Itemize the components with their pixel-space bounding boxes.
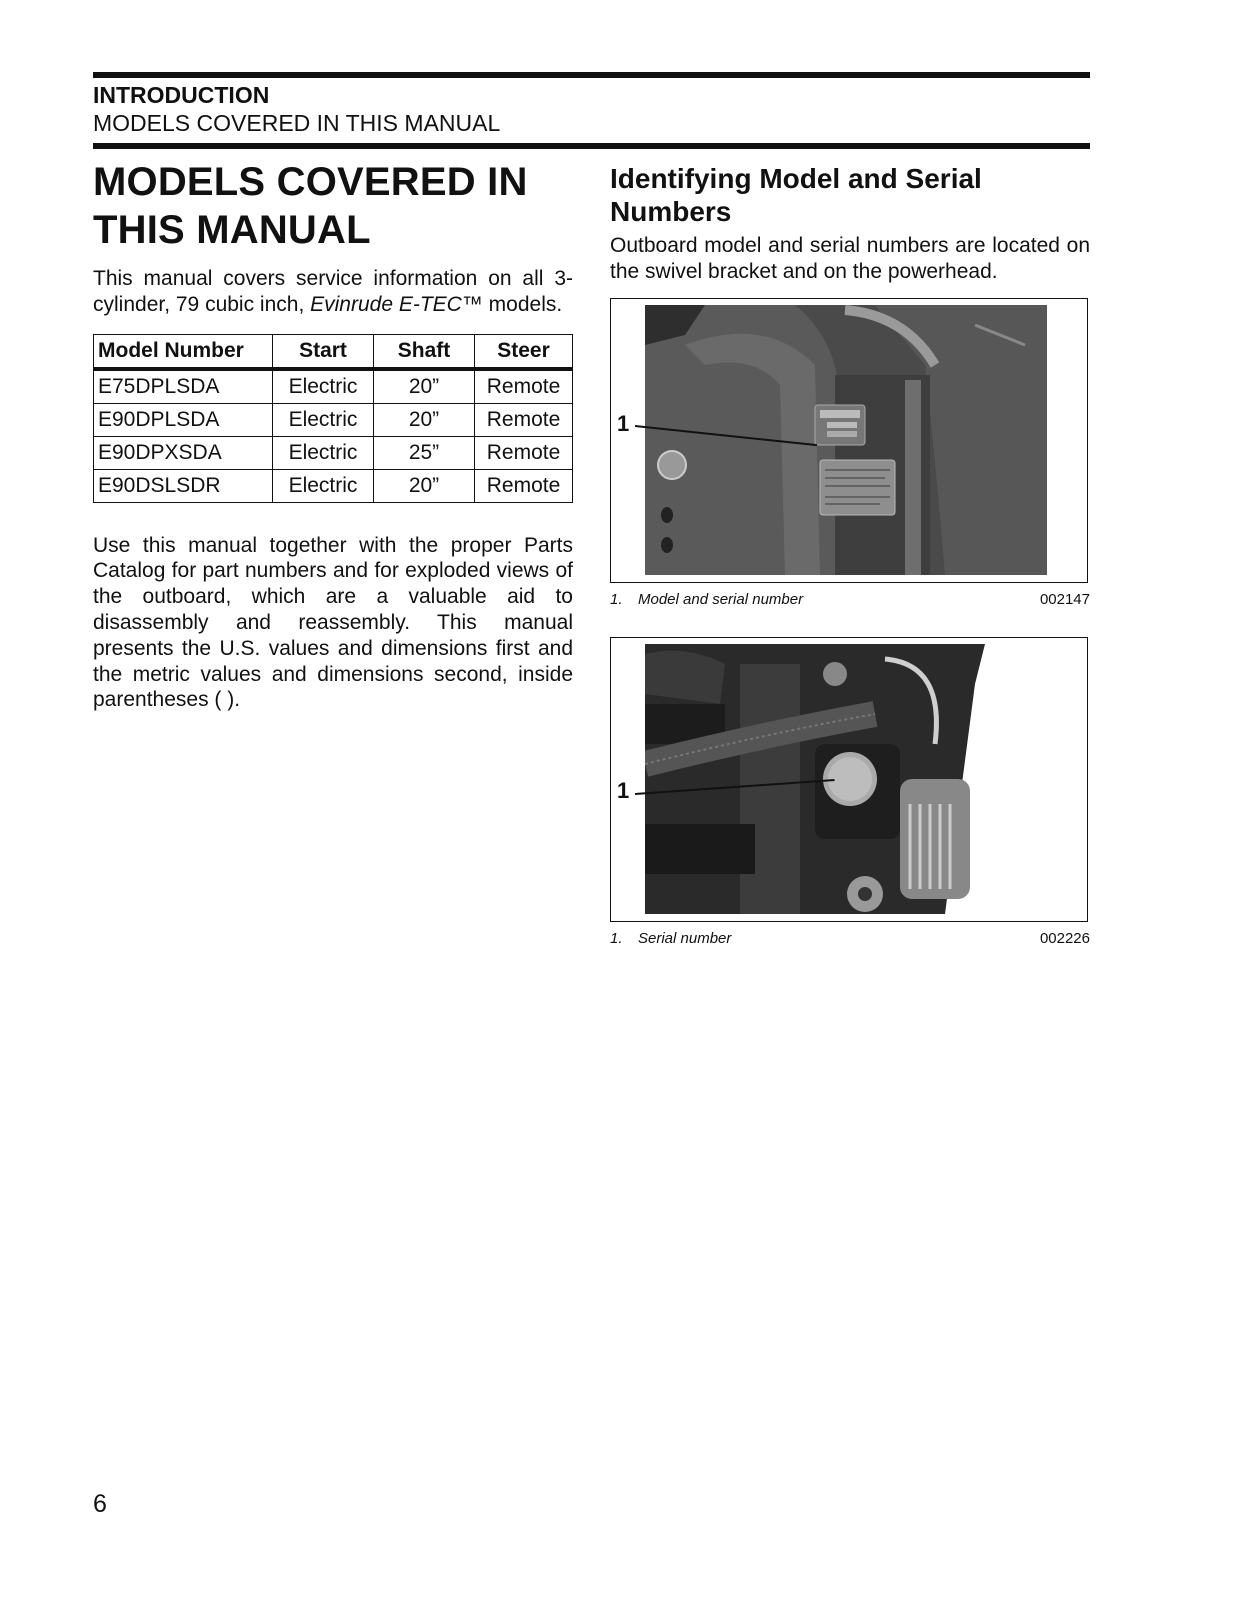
table-row bbox=[94, 403, 573, 436]
cell-start: Electric bbox=[273, 469, 374, 502]
figure-number: 002147 bbox=[1039, 590, 1090, 608]
header-rule-bottom bbox=[93, 143, 1090, 149]
photo-powerhead bbox=[645, 644, 1047, 914]
caption-label: Model and serial number bbox=[638, 590, 804, 608]
cell-shaft: 20” bbox=[374, 369, 475, 404]
header-subsection-title: MODELS COVERED IN THIS MANUAL bbox=[93, 110, 501, 136]
figure-caption bbox=[610, 591, 1090, 609]
column-header-model-number: Model Number bbox=[94, 334, 273, 369]
callout-number: 1 bbox=[617, 410, 630, 436]
caption-label: Serial number bbox=[638, 929, 732, 947]
intro-text: This manual covers service information on all 3-cylinder, 79 cubic inch, bbox=[93, 267, 573, 316]
brand-name: Evinrude E-TEC™ bbox=[310, 292, 483, 316]
intro-paragraph bbox=[93, 266, 573, 318]
cell-steer: Remote bbox=[475, 469, 573, 502]
identify-paragraph: Outboard model and serial numbers are located on the swivel bracket and on the powerhead. bbox=[610, 234, 1090, 283]
cell-start: Electric bbox=[273, 403, 374, 436]
cell-start: Electric bbox=[273, 436, 374, 469]
caption-index: 1. bbox=[610, 590, 623, 608]
figure-caption bbox=[610, 930, 1090, 948]
figure-number: 002226 bbox=[1039, 929, 1090, 947]
table-row bbox=[94, 369, 573, 404]
figure-model-serial bbox=[610, 298, 1088, 583]
caption-index: 1. bbox=[610, 929, 623, 947]
cell-steer: Remote bbox=[475, 369, 573, 404]
section-heading: Identifying Model and Serial Numbers bbox=[610, 163, 982, 227]
column-header-steer: Steer bbox=[475, 334, 573, 369]
photo-swivel-bracket bbox=[645, 305, 1047, 575]
cell-model-number: E90DSLSDR bbox=[94, 469, 273, 502]
right-column bbox=[610, 162, 1090, 948]
table-row bbox=[94, 436, 573, 469]
intro-text-end: models. bbox=[482, 292, 563, 316]
caption-text bbox=[610, 930, 731, 948]
left-column bbox=[93, 158, 573, 713]
cell-shaft: 20” bbox=[374, 403, 475, 436]
callout-number: 1 bbox=[617, 777, 630, 803]
cell-model-number: E90DPLSDA bbox=[94, 403, 273, 436]
models-table bbox=[93, 334, 573, 503]
table-header-row bbox=[94, 334, 573, 369]
page-number: 6 bbox=[93, 1490, 107, 1518]
header-rule-top bbox=[93, 72, 1090, 78]
page-title: MODELS COVERED IN THIS MANUAL bbox=[93, 160, 528, 252]
caption-text bbox=[610, 591, 803, 609]
usage-paragraph: Use this manual together with the proper Parts Catalog for part numbers and for exploded views of the outboard, which are a valuable aid to disassembly and reassembly. This manual presents the U.S. values and dimensions first and the metric values and dimensions second, inside parentheses ( ). bbox=[93, 533, 573, 712]
cell-shaft: 20” bbox=[374, 469, 475, 502]
cell-model-number: E75DPLSDA bbox=[94, 369, 273, 404]
figure-serial-number bbox=[610, 637, 1088, 922]
cell-model-number: E90DPXSDA bbox=[94, 436, 273, 469]
column-header-start: Start bbox=[273, 334, 374, 369]
header-section-title: INTRODUCTION bbox=[93, 82, 270, 108]
table-row bbox=[94, 469, 573, 502]
cell-start: Electric bbox=[273, 369, 374, 404]
cell-steer: Remote bbox=[475, 436, 573, 469]
cell-shaft: 25” bbox=[374, 436, 475, 469]
cell-steer: Remote bbox=[475, 403, 573, 436]
column-header-shaft: Shaft bbox=[374, 334, 475, 369]
